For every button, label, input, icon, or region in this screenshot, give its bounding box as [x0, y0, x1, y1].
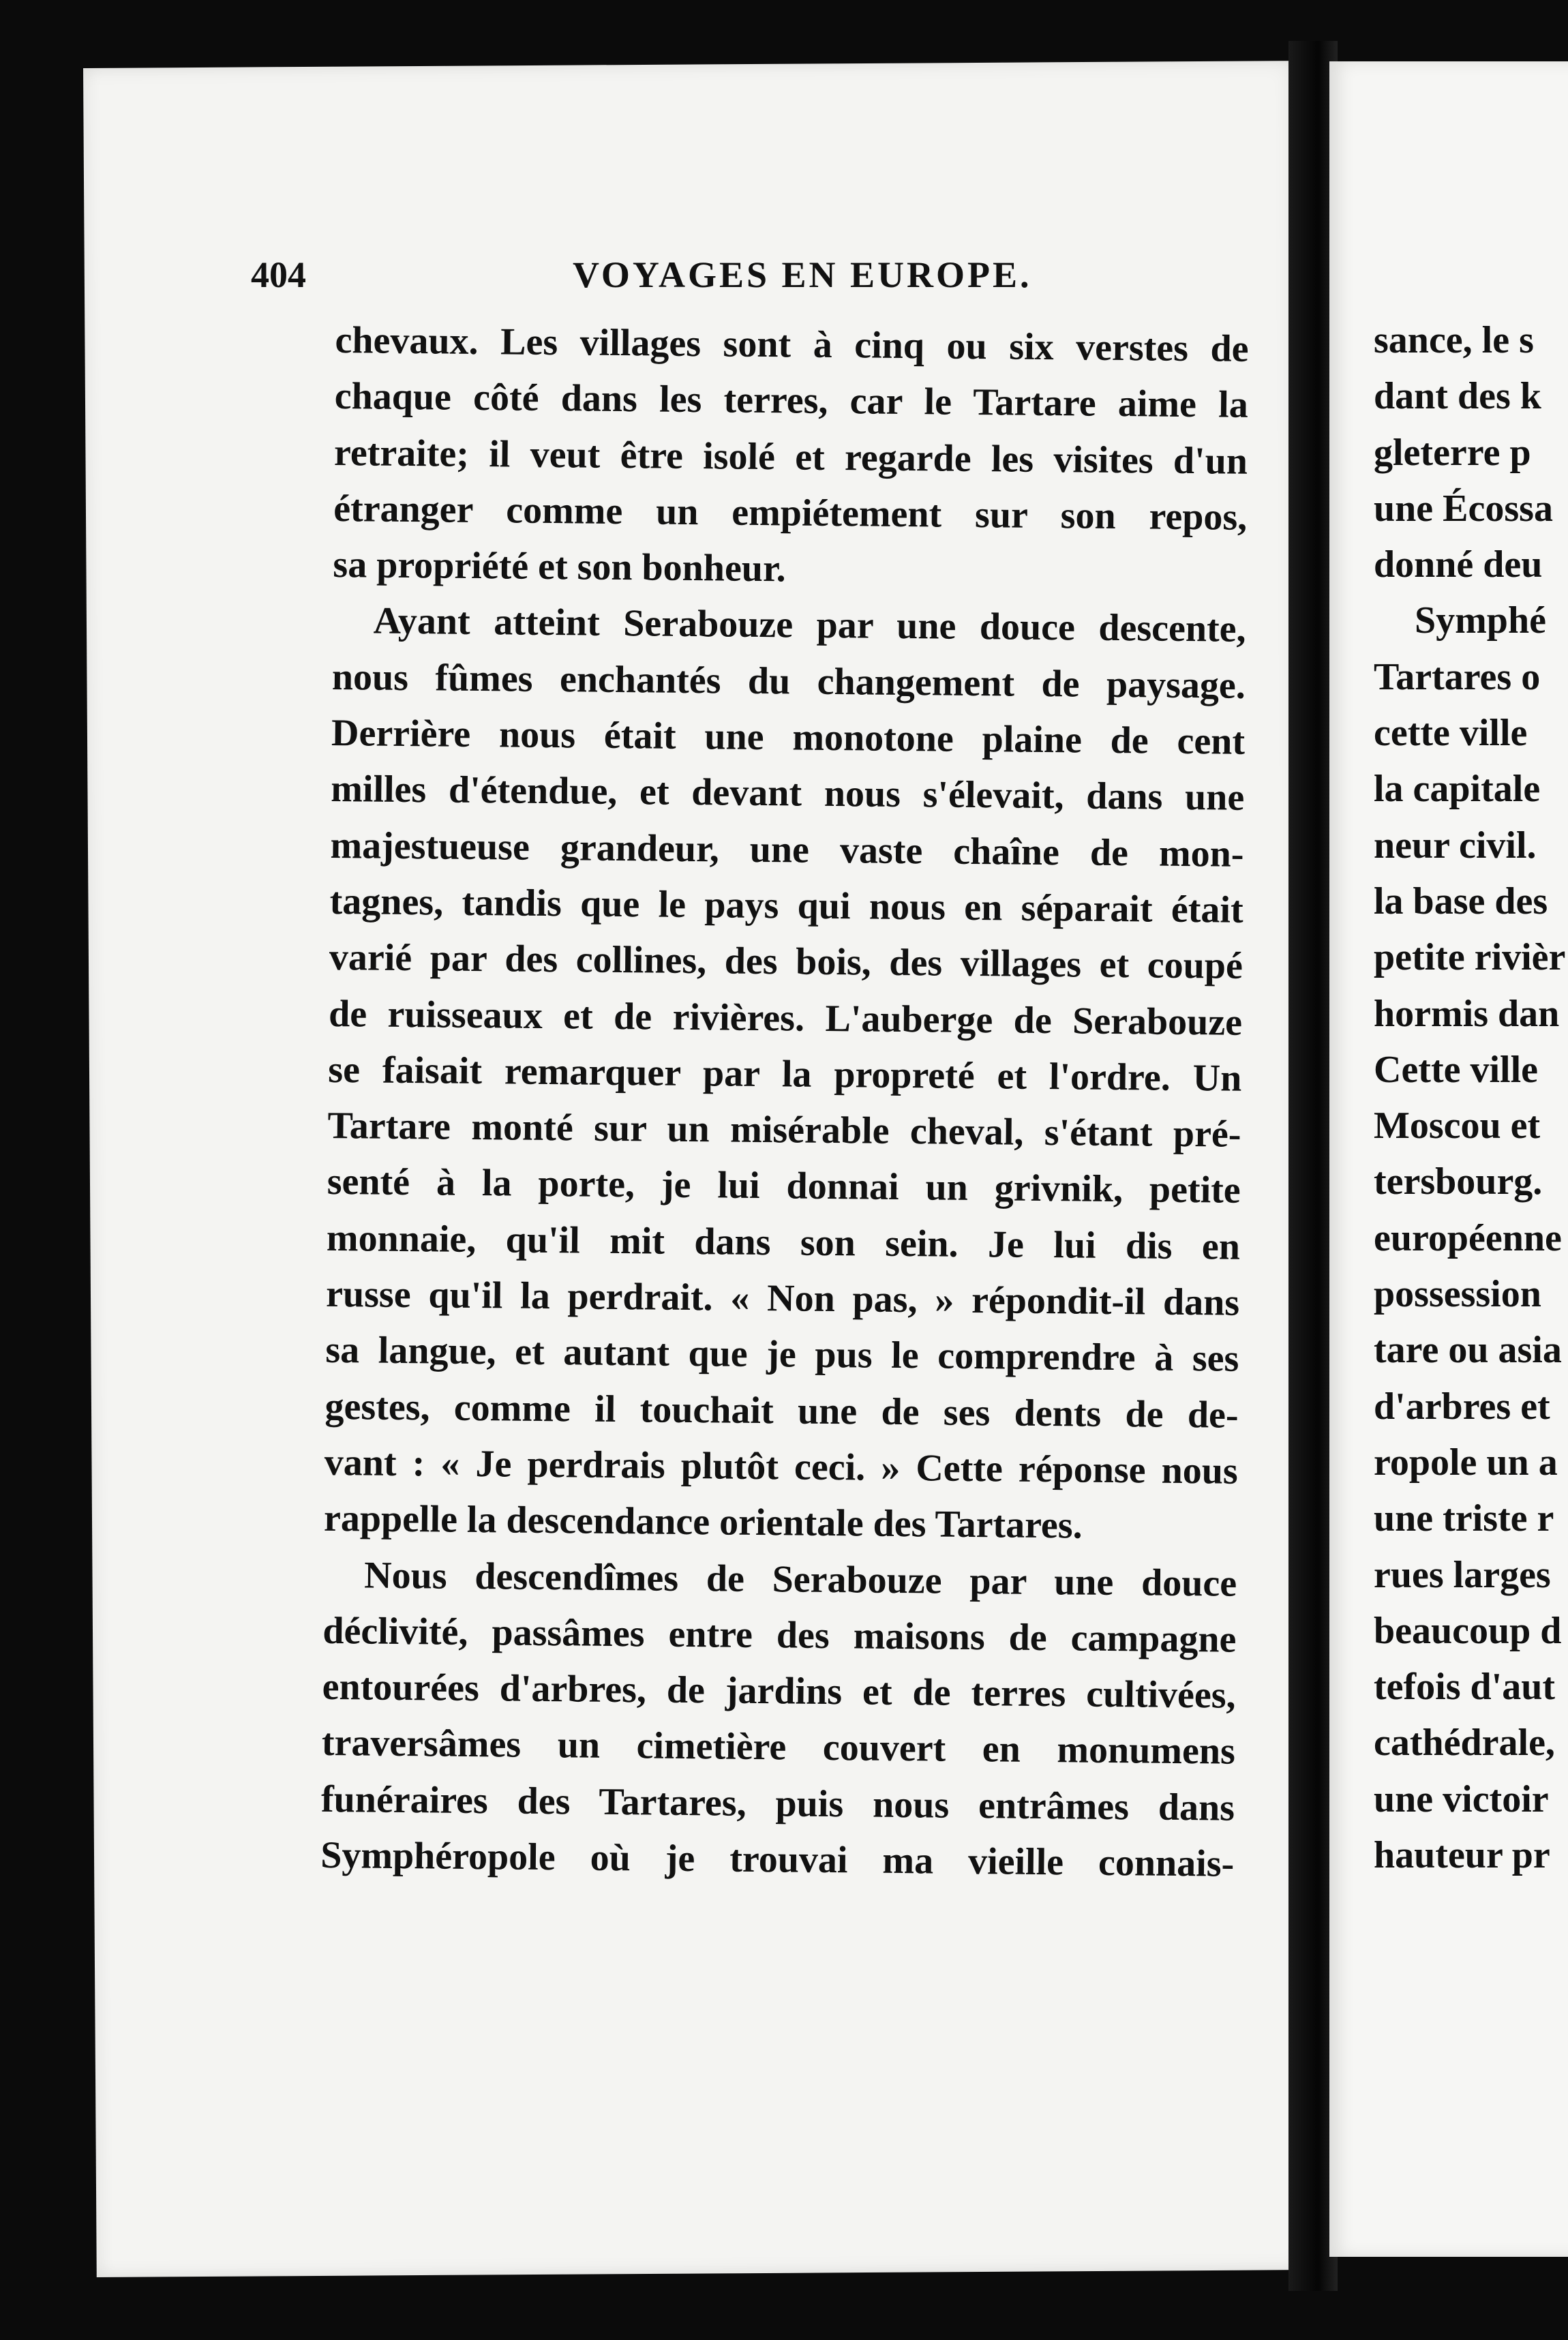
page-header	[251, 254, 1246, 308]
running-title: VOYAGES EN EUROPE.	[573, 254, 1032, 295]
text-line: majestueuse grandeur, une vaste chaîne de mon-	[330, 824, 1244, 875]
text-line: Cette ville	[1374, 1048, 1538, 1091]
text-line: dant des k	[1374, 375, 1541, 418]
text-line: Tartare monté sur un misérable cheval, s'étant pré-	[327, 1105, 1241, 1156]
text-line: tagnes, tandis que le pays qui nous en séparait était	[329, 880, 1243, 931]
text-line: étranger comme un empiétement sur son repos,	[333, 487, 1248, 539]
text-line: petite rivièr	[1374, 936, 1566, 979]
text-line: traversâmes un cimetière couvert en monumens	[321, 1722, 1236, 1773]
text-line: retraite; il veut être isolé et regarde les visites d'un	[333, 431, 1248, 483]
text-line: milles d'étendue, et devant nous s'élevait, dans une	[330, 768, 1245, 820]
text-line: neur civil.	[1374, 824, 1537, 867]
text-line: européenne	[1374, 1216, 1562, 1259]
text-line: Derrière nous était une monotone plaine de cent	[331, 712, 1246, 763]
text-line: rues larges	[1374, 1553, 1551, 1596]
right-page-clip	[1360, 0, 1568, 2340]
text-line: une Écossa	[1374, 487, 1553, 530]
text-line: Moscou et	[1374, 1105, 1541, 1148]
page-number: 404	[251, 254, 306, 295]
text-line: entourées d'arbres, de jardins et de terres cultivées,	[322, 1666, 1236, 1717]
text-line: Ayant atteint Serabouze par une douce descente,	[373, 600, 1246, 651]
text-line: Nous descendîmes de Serabouze par une douce	[363, 1554, 1237, 1605]
text-line: gestes, comme il touchait une de ses dents de de-	[325, 1385, 1239, 1437]
text-line: chaque côté dans les terres, car le Tartare aime la	[334, 375, 1249, 427]
text-line: la base des	[1374, 880, 1548, 922]
text-line: de ruisseaux et de rivières. L'auberge de Serabouze	[328, 992, 1243, 1044]
text-line: une triste r	[1374, 1497, 1554, 1540]
text-line: chevaux. Les villages sont à cinq ou six verstes de	[335, 318, 1249, 370]
text-line: possession	[1374, 1273, 1541, 1316]
text-line: Tartares o	[1374, 655, 1541, 698]
text-line: sance, le s	[1374, 319, 1534, 361]
text-line: Symphé	[1415, 599, 1546, 642]
left-page-text	[320, 312, 1249, 1892]
text-line: sa langue, et autant que je pus le comprendre à ses	[325, 1329, 1239, 1381]
text-line: senté à la porte, je lui donnai un grivnik, petite	[327, 1160, 1241, 1212]
text-line: vant : « Je perdrais plutôt ceci. » Cette réponse nous	[324, 1441, 1239, 1492]
text-line: monnaie, qu'il mit dans son sein. Je lui dis en	[326, 1216, 1241, 1268]
text-line: rappelle la descendance orientale des Tartares.	[323, 1497, 1083, 1547]
text-line: Symphéropole où je trouvai ma vieille connais-	[320, 1833, 1235, 1885]
text-line: cette ville	[1374, 712, 1528, 755]
text-line: beaucoup d	[1374, 1609, 1562, 1652]
text-line: tefois d'aut	[1374, 1666, 1555, 1709]
text-line: russe qu'il la perdrait. « Non pas, » répondit-il dans	[325, 1272, 1240, 1324]
text-line: une victoir	[1374, 1777, 1549, 1820]
text-line: d'arbres et	[1374, 1385, 1550, 1428]
text-line: hormis dan	[1374, 992, 1560, 1035]
text-line: sa propriété et son bonheur.	[333, 543, 787, 590]
text-line: déclivité, passâmes entre des maisons de campagne	[322, 1609, 1237, 1661]
text-line: funéraires des Tartares, puis nous entrâmes dans	[320, 1777, 1235, 1829]
text-line: tare ou asia	[1374, 1329, 1562, 1372]
text-line: cathédrale,	[1374, 1722, 1555, 1765]
text-line: varié par des collines, des bois, des villages et coupé	[329, 936, 1243, 988]
right-page-text	[1374, 312, 1568, 1883]
text-line: donné deu	[1374, 543, 1543, 586]
text-line: gleterre p	[1374, 431, 1531, 474]
text-line: la capitale	[1374, 768, 1541, 811]
text-line: nous fûmes enchantés du changement de paysage.	[331, 655, 1246, 707]
text-line: hauteur pr	[1374, 1834, 1550, 1877]
text-line: tersbourg.	[1374, 1160, 1543, 1203]
text-line: se faisait remarquer par la propreté et l'ordre. Un	[328, 1048, 1242, 1100]
text-line: ropole un a	[1374, 1441, 1558, 1484]
